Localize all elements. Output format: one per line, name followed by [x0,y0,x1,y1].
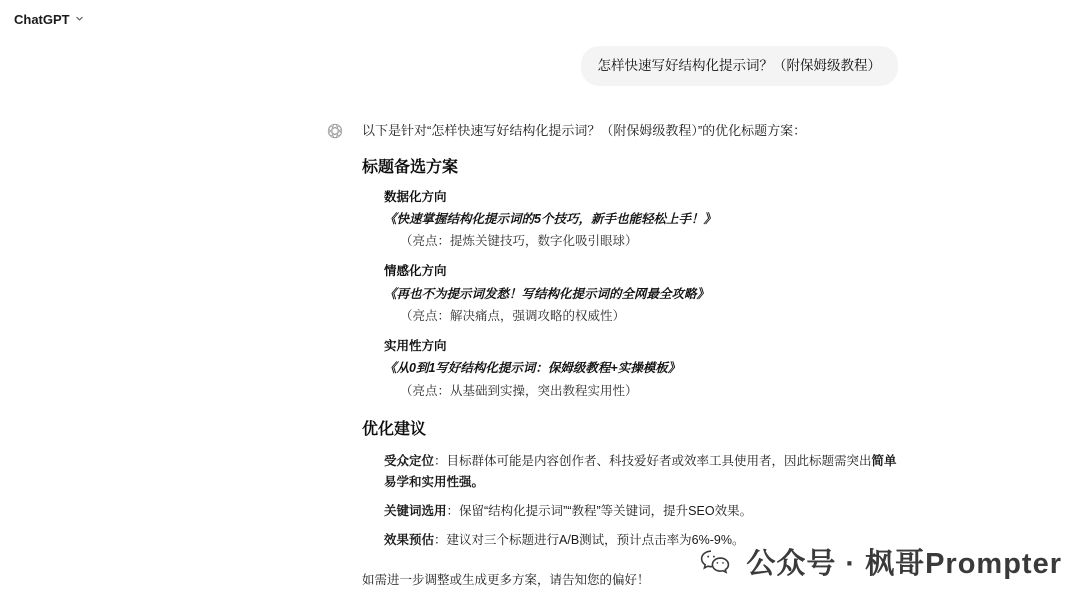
title-option-text: 《再也不为提示词发愁！写结构化提示词的全网最全攻略》 [384,286,710,301]
title-option-text: 《从0到1写好结构化提示词：保姆级教程+实操模板》 [384,361,681,376]
brand-label: ChatGPT [14,11,70,27]
openai-logo-icon [326,122,344,140]
assistant-closing: 如需进一步调整或生成更多方案，请告知您的偏好！ [362,572,650,587]
advice-item [362,451,902,494]
advice-item [362,501,902,522]
advice-item [362,530,902,551]
user-message-bubble[interactable]: 怎样快速写好结构化提示词？（附保姆级教程） [581,46,899,86]
title-option-label: 数据化方向 [384,189,447,204]
model-switcher-button[interactable] [14,12,84,27]
advice-text: ：保留“结构化提示词”“教程”等关键词，提升SEO效果。 [446,504,753,519]
assistant-message [362,120,902,604]
title-option-note: （亮点：解决痛点，强调攻略的权威性） [400,308,626,323]
advice-text: ：目标群体可能是内容创作者、科技爱好者或效率工具使用者，因此标题需突出 [434,453,872,468]
title-option-note: （亮点：从基础到实操，突出教程实用性） [400,383,638,398]
advice-label: 受众定位 [384,453,435,468]
advice-label: 关键词选用 [384,504,447,519]
section-heading-titles: 标题备选方案 [362,158,459,176]
section-heading-advice: 优化建议 [362,420,427,438]
title-option-group [362,187,902,401]
title-option-label: 实用性方向 [384,339,447,354]
title-option-label: 情感化方向 [384,264,447,279]
user-message-row [0,46,1080,86]
title-option-text: 《快速掌握结构化提示词的5个技巧，新手也能轻松上手！》 [384,211,716,226]
watermark-text: 公众号 · 枫哥Prompter [746,548,1062,580]
chevron-down-icon[interactable] [75,14,84,23]
conversation [0,32,1080,604]
advice-bold-tail: 简单易学和实用性强。 [384,453,897,489]
assistant-intro: 以下是针对“怎样快速写好结构化提示词？（附保姆级教程）”的优化标题方案： [362,122,807,138]
advice-text: ：建议对三个标题进行A/B测试，预计点击率为6%-9%。 [434,533,745,548]
title-option-note: （亮点：提炼关键技巧，数字化吸引眼球） [400,234,638,249]
assistant-message-row [0,120,1080,604]
advice-label: 效果预估 [384,533,435,548]
top-bar [0,0,1080,32]
